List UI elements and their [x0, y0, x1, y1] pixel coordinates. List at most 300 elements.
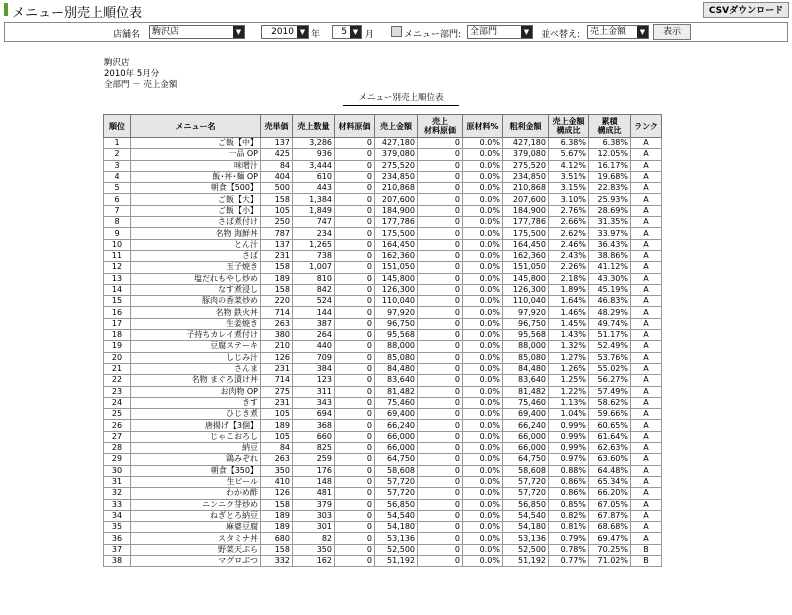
table-cell: 0 [418, 499, 463, 510]
table-cell: 105 [261, 409, 293, 420]
table-cell: A [631, 386, 662, 397]
table-row [104, 397, 662, 408]
table-cell: 0.97% [549, 454, 589, 465]
table-cell: 694 [293, 409, 335, 420]
table-cell: 0 [335, 454, 375, 465]
table-row [104, 443, 662, 454]
table-cell: 610 [293, 171, 335, 182]
table-row [104, 205, 662, 216]
table-cell: 714 [261, 375, 293, 386]
table-cell: 0 [335, 217, 375, 228]
table-cell: 4 [104, 171, 131, 182]
table-cell: 0.0% [463, 341, 503, 352]
table-cell: 0.0% [463, 443, 503, 454]
table-row [104, 217, 662, 228]
column-header: 材料原価 [335, 115, 375, 138]
table-cell: 85,080 [375, 352, 418, 363]
table-cell: 51,192 [503, 555, 549, 566]
table-row [104, 160, 662, 171]
table-cell: 13 [104, 273, 131, 284]
table-cell: 36 [104, 533, 131, 544]
table-cell: A [631, 149, 662, 160]
table-cell: 66,000 [503, 431, 549, 442]
table-cell: 440 [293, 341, 335, 352]
table-cell: 158 [261, 544, 293, 555]
table-cell: 210,868 [375, 183, 418, 194]
table-cell: 0 [418, 250, 463, 261]
table-cell: 164,450 [375, 239, 418, 250]
table-cell: 0 [335, 499, 375, 510]
table-cell: 0 [418, 171, 463, 182]
table-cell: 714 [261, 307, 293, 318]
table-cell: 189 [261, 420, 293, 431]
table-cell: 404 [261, 171, 293, 182]
table-cell: 0.0% [463, 352, 503, 363]
table-cell: 66,000 [375, 443, 418, 454]
table-cell: 45.19% [589, 284, 631, 295]
table-cell: 158 [261, 194, 293, 205]
table-cell: 54,180 [503, 522, 549, 533]
table-cell: 0 [335, 533, 375, 544]
table-cell: 19.68% [589, 171, 631, 182]
table-cell: 0 [418, 555, 463, 566]
table-cell: 0 [335, 409, 375, 420]
report-title: メニュー別売上順位表 [343, 91, 459, 106]
table-cell: ねぎとろ納豆 [131, 510, 261, 521]
table-row [104, 375, 662, 386]
table-cell: 69.47% [589, 533, 631, 544]
table-cell: 264 [293, 330, 335, 341]
table-cell: 1.27% [549, 352, 589, 363]
table-cell: A [631, 476, 662, 487]
table-cell: 164,450 [503, 239, 549, 250]
table-cell: 21 [104, 363, 131, 374]
table-cell: 0 [418, 397, 463, 408]
table-cell: 75,460 [503, 397, 549, 408]
table-cell: 83,640 [503, 375, 549, 386]
table-row [104, 431, 662, 442]
table-cell: 151,050 [375, 262, 418, 273]
table-cell: 生姜焼き [131, 318, 261, 329]
table-cell: 231 [261, 363, 293, 374]
table-cell: 19 [104, 341, 131, 352]
table-cell: さば煮付け [131, 217, 261, 228]
chevron-down-icon: ▼ [233, 26, 244, 38]
menu-dept-checkbox[interactable] [391, 26, 402, 37]
table-cell: 0.0% [463, 171, 503, 182]
table-cell: 25.93% [589, 194, 631, 205]
table-cell: 6.38% [589, 138, 631, 149]
table-cell: 66,000 [375, 431, 418, 442]
table-cell: 28.69% [589, 205, 631, 216]
table-cell: 0.0% [463, 262, 503, 273]
table-cell: A [631, 431, 662, 442]
table-cell: 14 [104, 284, 131, 295]
table-cell: 0 [418, 454, 463, 465]
table-cell: 0.0% [463, 307, 503, 318]
info-condition: 全部門 － 売上金額 [104, 80, 178, 90]
table-cell: 名物 まぐろ漬け丼 [131, 375, 261, 386]
table-cell: 0.0% [463, 318, 503, 329]
table-cell: 29 [104, 454, 131, 465]
table-cell: 0 [335, 555, 375, 566]
year-select[interactable] [261, 25, 309, 39]
table-cell: 飯･丼･麺 OP [131, 171, 261, 182]
column-header: 売上 材料原価 [418, 115, 463, 138]
table-cell: 16 [104, 307, 131, 318]
table-cell: 7 [104, 205, 131, 216]
table-cell: 0.78% [549, 544, 589, 555]
table-cell: 18 [104, 330, 131, 341]
table-cell: 0.0% [463, 533, 503, 544]
table-cell: 0 [335, 149, 375, 160]
table-cell: 81,482 [503, 386, 549, 397]
table-cell: 350 [293, 544, 335, 555]
table-cell: 738 [293, 250, 335, 261]
table-cell: 0 [335, 397, 375, 408]
table-cell: 162 [293, 555, 335, 566]
table-cell: 41.12% [589, 262, 631, 273]
table-cell: 176 [293, 465, 335, 476]
table-cell: 842 [293, 284, 335, 295]
month-select[interactable] [332, 25, 362, 39]
table-cell: 443 [293, 183, 335, 194]
table-cell: 0.85% [549, 499, 589, 510]
table-cell: 48.29% [589, 307, 631, 318]
title-accent-bar [4, 3, 8, 16]
table-cell: B [631, 544, 662, 555]
table-cell: 145,800 [503, 273, 549, 284]
table-cell: A [631, 409, 662, 420]
sort-select-value: 売上金額 [590, 27, 627, 37]
table-row [104, 476, 662, 487]
table-cell: 0.88% [549, 465, 589, 476]
table-cell: 311 [293, 386, 335, 397]
table-cell: 62.63% [589, 443, 631, 454]
table-cell: さば [131, 250, 261, 261]
table-cell: 1,849 [293, 205, 335, 216]
table-cell: 32 [104, 488, 131, 499]
table-cell: 0.77% [549, 555, 589, 566]
table-cell: 384 [293, 363, 335, 374]
table-cell: 23 [104, 386, 131, 397]
table-cell: 2 [104, 149, 131, 160]
table-cell: 0.0% [463, 375, 503, 386]
table-cell: 0.0% [463, 499, 503, 510]
table-cell: 207,600 [503, 194, 549, 205]
table-cell: 96,750 [503, 318, 549, 329]
table-cell: 0 [335, 544, 375, 555]
table-cell: 60.65% [589, 420, 631, 431]
table-cell: 1,384 [293, 194, 335, 205]
table-cell: 8 [104, 217, 131, 228]
table-cell: 210 [261, 341, 293, 352]
table-cell: 27 [104, 431, 131, 442]
show-button[interactable]: 表示 [653, 24, 691, 40]
table-cell: 0.99% [549, 443, 589, 454]
table-cell: 67.87% [589, 510, 631, 521]
table-row [104, 307, 662, 318]
table-cell: A [631, 330, 662, 341]
table-cell: 0 [335, 318, 375, 329]
table-cell: 0.0% [463, 284, 503, 295]
table-cell: 0 [335, 138, 375, 149]
table-cell: 33 [104, 499, 131, 510]
table-cell: 生ビール [131, 476, 261, 487]
table-cell: 0 [418, 386, 463, 397]
table-cell: 0.0% [463, 386, 503, 397]
menu-dept-select-value: 全部門 [470, 27, 498, 37]
table-cell: スタミナ丼 [131, 533, 261, 544]
table-cell: ひじき煮 [131, 409, 261, 420]
table-row [104, 284, 662, 295]
table-cell: 660 [293, 431, 335, 442]
table-cell: 524 [293, 296, 335, 307]
table-cell: ご飯【大】 [131, 194, 261, 205]
table-cell: B [631, 555, 662, 566]
table-cell: 5 [104, 183, 131, 194]
table-cell: 0.0% [463, 296, 503, 307]
table-cell: 0 [335, 205, 375, 216]
table-cell: マグロぶつ [131, 555, 261, 566]
table-cell: 1.46% [549, 307, 589, 318]
table-cell: 6 [104, 194, 131, 205]
table-cell: 2.76% [549, 205, 589, 216]
table-cell: 1.32% [549, 341, 589, 352]
table-cell: 57,720 [375, 488, 418, 499]
table-cell: 184,900 [375, 205, 418, 216]
table-cell: A [631, 533, 662, 544]
table-cell: A [631, 194, 662, 205]
table-cell: A [631, 420, 662, 431]
table-cell: 0.0% [463, 454, 503, 465]
table-cell: ご飯【小】 [131, 205, 261, 216]
table-cell: A [631, 250, 662, 261]
table-cell: 0.0% [463, 409, 503, 420]
table-cell: 0 [418, 409, 463, 420]
table-cell: 0.0% [463, 522, 503, 533]
table-cell: 0.99% [549, 431, 589, 442]
table-cell: 玉子焼き [131, 262, 261, 273]
table-cell: 66.20% [589, 488, 631, 499]
table-cell: A [631, 160, 662, 171]
table-cell: 0 [418, 352, 463, 363]
table-cell: 368 [293, 420, 335, 431]
table-cell: 麻婆豆腐 [131, 522, 261, 533]
table-cell: 84,480 [503, 363, 549, 374]
table-cell: A [631, 363, 662, 374]
table-cell: 1.89% [549, 284, 589, 295]
chevron-down-icon: ▼ [297, 26, 308, 38]
table-row [104, 330, 662, 341]
table-cell: A [631, 183, 662, 194]
table-cell: 0 [418, 488, 463, 499]
table-cell: 0 [418, 476, 463, 487]
csv-download-button[interactable]: CSVダウンロード [703, 2, 789, 18]
table-cell: A [631, 341, 662, 352]
table-cell: 175,500 [503, 228, 549, 239]
table-row [104, 522, 662, 533]
table-cell: 豚肉の香菜炒め [131, 296, 261, 307]
table-cell: 54,180 [375, 522, 418, 533]
table-row [104, 262, 662, 273]
table-cell: 2.62% [549, 228, 589, 239]
table-cell: 30 [104, 465, 131, 476]
table-cell: 234,850 [503, 171, 549, 182]
table-row [104, 228, 662, 239]
ranking-table [103, 114, 662, 567]
table-cell: 936 [293, 149, 335, 160]
table-cell: 175,500 [375, 228, 418, 239]
table-row [104, 510, 662, 521]
table-row [104, 273, 662, 284]
table-row [104, 420, 662, 431]
table-cell: 0 [418, 239, 463, 250]
table-cell: 210,868 [503, 183, 549, 194]
table-cell: 0 [418, 262, 463, 273]
filter-bar [4, 22, 788, 42]
table-cell: 0 [418, 205, 463, 216]
table-cell: A [631, 375, 662, 386]
table-cell: 0.99% [549, 420, 589, 431]
table-cell: 0.0% [463, 228, 503, 239]
table-cell: 65.34% [589, 476, 631, 487]
table-cell: 1,265 [293, 239, 335, 250]
table-cell: 81,482 [375, 386, 418, 397]
table-cell: 380 [261, 330, 293, 341]
table-cell: 1.22% [549, 386, 589, 397]
table-cell: 0 [335, 375, 375, 386]
table-row [104, 171, 662, 182]
table-cell: 0.0% [463, 488, 503, 499]
store-label: 店舗名 [113, 30, 141, 40]
table-cell: 納豆 [131, 443, 261, 454]
table-cell: 145,800 [375, 273, 418, 284]
table-cell: 0.0% [463, 397, 503, 408]
table-cell: 58,608 [375, 465, 418, 476]
table-cell: 4.12% [549, 160, 589, 171]
table-cell: 0 [335, 250, 375, 261]
year-unit: 年 [311, 30, 321, 40]
table-cell: 0 [335, 352, 375, 363]
table-cell: 51,192 [375, 555, 418, 566]
table-cell: 0 [418, 217, 463, 228]
table-cell: 51.17% [589, 330, 631, 341]
table-cell: 1 [104, 138, 131, 149]
table-cell: 0 [418, 149, 463, 160]
table-cell: 680 [261, 533, 293, 544]
table-cell: A [631, 171, 662, 182]
table-cell: 379 [293, 499, 335, 510]
table-cell: 0.0% [463, 330, 503, 341]
table-cell: 110,040 [503, 296, 549, 307]
table-row [104, 194, 662, 205]
table-cell: A [631, 217, 662, 228]
table-cell: 0 [418, 228, 463, 239]
table-cell: A [631, 239, 662, 250]
month-unit: 月 [365, 30, 375, 40]
table-cell: 137 [261, 138, 293, 149]
table-cell: 810 [293, 273, 335, 284]
table-cell: 0 [335, 284, 375, 295]
table-cell: 0.0% [463, 510, 503, 521]
table-cell: 158 [261, 284, 293, 295]
table-cell: 301 [293, 522, 335, 533]
menu-dept-select[interactable] [467, 25, 533, 39]
table-cell: 259 [293, 454, 335, 465]
table-cell: 38 [104, 555, 131, 566]
table-cell: 1.13% [549, 397, 589, 408]
table-cell: 64,750 [375, 454, 418, 465]
table-cell: 1.45% [549, 318, 589, 329]
table-cell: A [631, 488, 662, 499]
table-cell: 63.60% [589, 454, 631, 465]
table-cell: 唐揚げ【3個】 [131, 420, 261, 431]
table-cell: 0 [335, 420, 375, 431]
menu-dept-label: メニュー部門: [404, 30, 462, 40]
table-row [104, 544, 662, 555]
table-row [104, 386, 662, 397]
table-row [104, 149, 662, 160]
store-select-value: 駒沢店 [152, 27, 180, 37]
table-cell: 158 [261, 262, 293, 273]
table-cell: 275 [261, 386, 293, 397]
table-cell: しじみ汁 [131, 352, 261, 363]
table-cell: 410 [261, 476, 293, 487]
table-cell: 0 [335, 476, 375, 487]
table-cell: 0 [335, 443, 375, 454]
table-cell: 0 [418, 284, 463, 295]
table-cell: 0 [335, 194, 375, 205]
table-cell: 0 [335, 522, 375, 533]
table-cell: 43.30% [589, 273, 631, 284]
table-cell: 97,920 [503, 307, 549, 318]
table-cell: 49.74% [589, 318, 631, 329]
table-cell: 220 [261, 296, 293, 307]
table-cell: 豆腐ステーキ [131, 341, 261, 352]
table-cell: A [631, 352, 662, 363]
table-cell: 0 [335, 183, 375, 194]
table-cell: 123 [293, 375, 335, 386]
table-cell: 84 [261, 160, 293, 171]
chevron-down-icon: ▼ [350, 26, 361, 38]
table-cell: 68.68% [589, 522, 631, 533]
table-cell: 0 [335, 488, 375, 499]
table-cell: 3,286 [293, 138, 335, 149]
table-cell: 56.27% [589, 375, 631, 386]
store-select[interactable] [149, 25, 245, 39]
table-cell: A [631, 318, 662, 329]
table-cell: 425 [261, 149, 293, 160]
table-cell: 427,180 [503, 138, 549, 149]
table-cell: 0.0% [463, 363, 503, 374]
table-cell: 350 [261, 465, 293, 476]
table-cell: 0 [418, 183, 463, 194]
table-cell: 0 [418, 138, 463, 149]
column-header: 売上金額 構成比 [549, 115, 589, 138]
sort-select[interactable] [587, 25, 649, 39]
table-cell: 0.0% [463, 431, 503, 442]
table-row [104, 454, 662, 465]
table-cell: 1,007 [293, 262, 335, 273]
table-row [104, 555, 662, 566]
table-cell: 鶏みぞれ [131, 454, 261, 465]
table-header-row [104, 115, 662, 138]
table-cell: 66,000 [503, 443, 549, 454]
table-cell: 97,920 [375, 307, 418, 318]
table-cell: 11 [104, 250, 131, 261]
column-header: ランク [631, 115, 662, 138]
